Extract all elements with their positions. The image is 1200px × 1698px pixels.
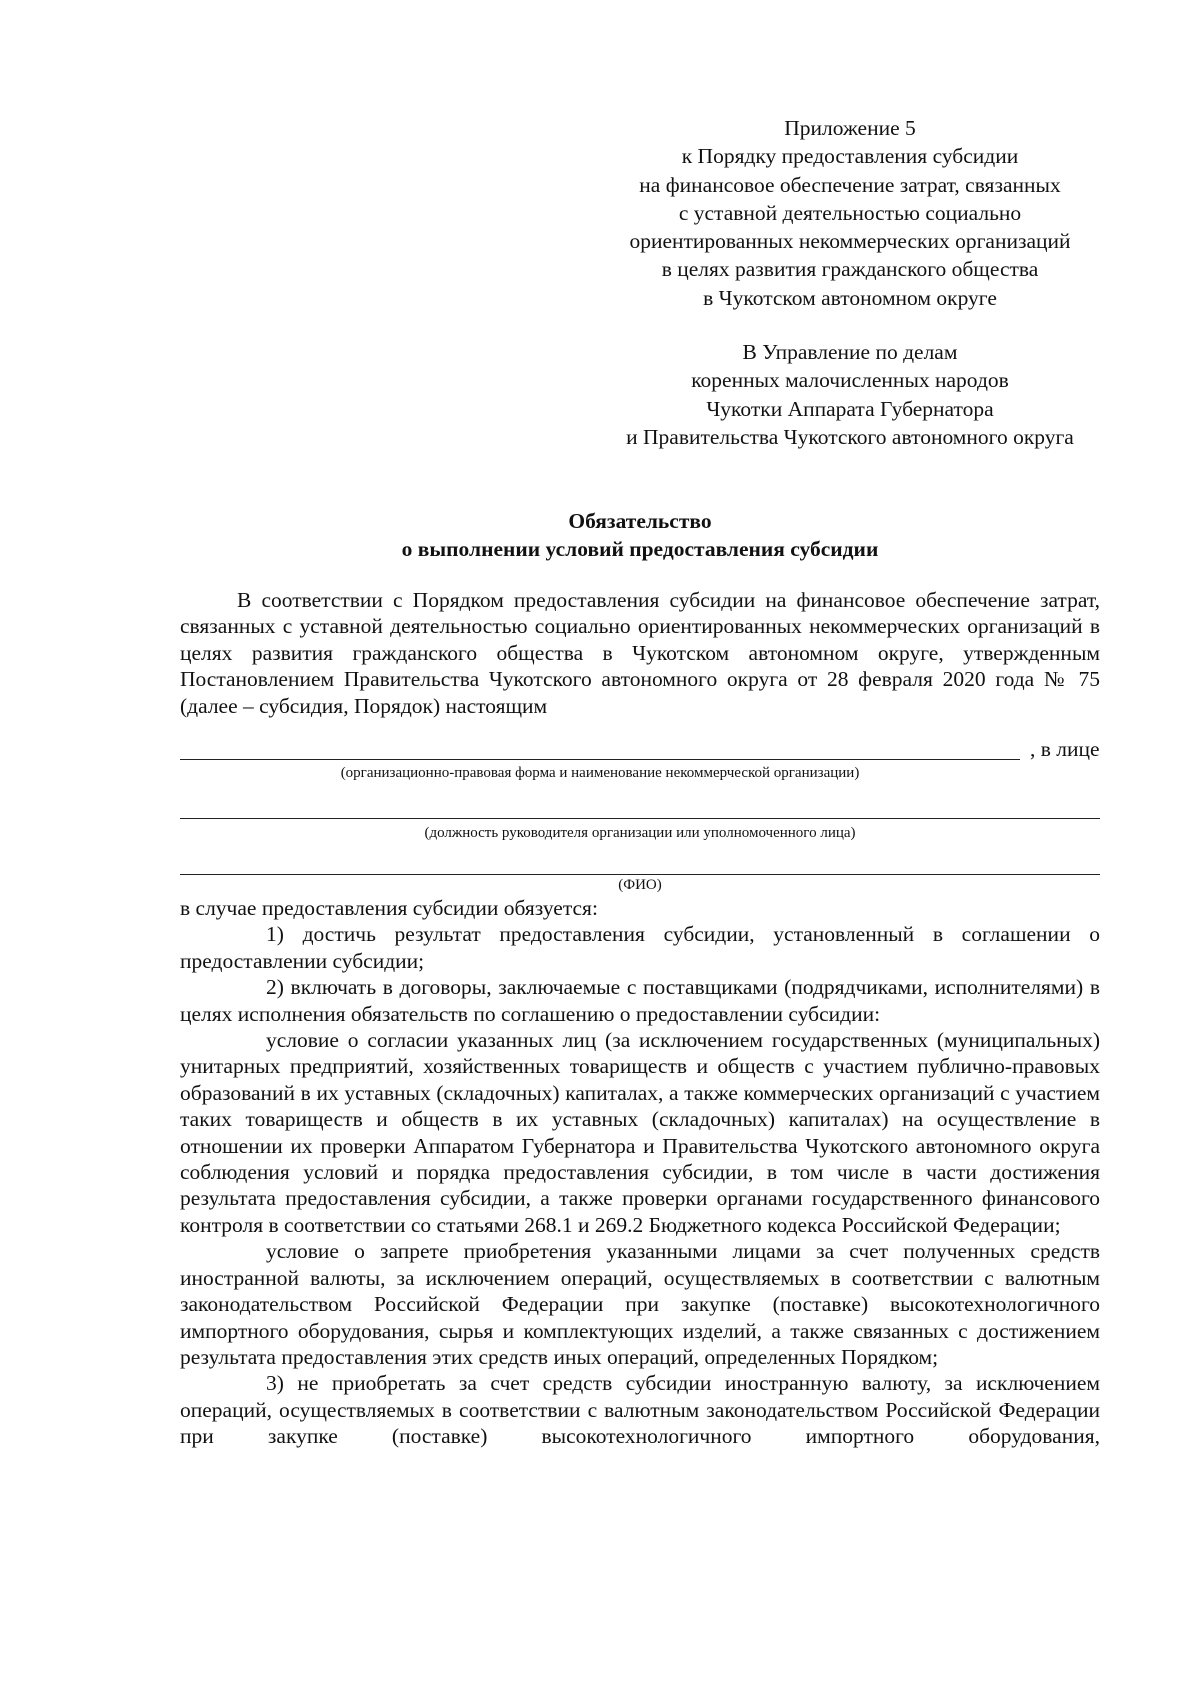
document-title <box>180 507 1100 563</box>
org-caption: (организационно-правовая форма и наименование некоммерческой организации) <box>340 765 860 781</box>
addressee-block <box>600 338 1100 451</box>
fio-caption: (ФИО) <box>618 877 662 893</box>
obligation-item-2: 2) включать в договоры, заключаемые с поставщиками (подрядчиками, исполнителями) в целях исполнения обязательств по соглашению о предоставлении субсидии: <box>180 975 1100 1026</box>
obligation-item-2-condition-2: условие о запрете приобретения указанными лицами за счет полученных средств иностранной валюты, за исключением операций, осуществляемых в соответствии с валютным законодательством Российской Федерации при закупке (поставке) высокотехнологичного импортного оборудования, сырья и комплектующих изделий, а также связанных с достижением результата предоставления этих средств иных операций, определенных Порядком; <box>180 1239 1100 1369</box>
addressee-line: Чукотки Аппарата Губернатора <box>706 396 994 421</box>
fio-line[interactable] <box>180 874 1100 875</box>
intro-paragraph: В соответствии с Порядком предоставления субсидии на финансовое обеспечение затрат, связанных с уставной деятельностью социально ориентированных некоммерческих организаций в целях развития гражданского общества в Чукотском автономном округе, утвержденным Постановлением Правительства Чукотского автономного округа от 28 февраля 2020 года № 75 (далее – субсидия, Порядок) настоящим <box>180 588 1100 718</box>
obligation-item-1: 1) достичь результат предоставления субсидии, установленный в соглашении о предоставлении субсидии; <box>180 922 1100 973</box>
appendix-line: Приложение 5 <box>784 116 916 140</box>
org-tail-text: , в лице <box>1030 737 1100 761</box>
intro-paragraph-block <box>180 587 1100 719</box>
appendix-line: в Чукотском автономном округе <box>703 285 997 310</box>
obligations-lead: в случае предоставления субсидии обязуется: <box>180 896 598 920</box>
appendix-line: на финансовое обеспечение затрат, связанных <box>639 172 1061 197</box>
position-caption: (должность руководителя организации или уполномоченного лица) <box>424 825 856 841</box>
appendix-line: ориентированных некоммерческих организаций <box>629 229 1071 254</box>
addressee-line: коренных малочисленных народов <box>691 368 1009 393</box>
obligations-block <box>180 895 1100 1450</box>
obligation-item-3: 3) не приобретать за счет средств субсидии иностранную валюту, за исключением операций, осуществляемых в соответствии с валютным законодательством Российской Федерации при закупке (поставке) высокотехнологичного импортного оборудования, <box>180 1371 1100 1449</box>
title-line-1: Обязательство <box>568 509 712 533</box>
appendix-line: с уставной деятельностью социально <box>678 200 1022 225</box>
appendix-header <box>600 114 1100 312</box>
addressee-line: и Правительства Чукотского автономного округа <box>626 424 1074 449</box>
org-name-line[interactable] <box>180 759 1020 760</box>
appendix-line: к Порядку предоставления субсидии <box>681 144 1019 169</box>
obligation-item-2-condition-1: условие о согласии указанных лиц (за исключением государственных (муниципальных) унитарных предприятий, хозяйственных товариществ и обществ с участием публично-правовых образований в их уставных (складочных) капиталах, а также коммерческих организаций с участием таких товариществ и обществ в их уставных (складочных) капиталах) на осуществление в отношении их проверки Аппаратом Губернатора и Правительства Чукотского автономного округа соблюдения условий и порядка предоставления субсидии, в том числе в части достижения результата предоставления субсидии, а также проверки органами государственного финансового контроля в соответствии со статьями 268.1 и 269.2 Бюджетного кодекса Российской Федерации; <box>180 1028 1100 1237</box>
title-line-2: о выполнении условий предоставления субсидии <box>401 537 879 561</box>
position-line[interactable] <box>180 818 1100 819</box>
addressee-line: В Управление по делам <box>742 340 958 364</box>
appendix-line: в целях развития гражданского общества <box>661 257 1039 282</box>
